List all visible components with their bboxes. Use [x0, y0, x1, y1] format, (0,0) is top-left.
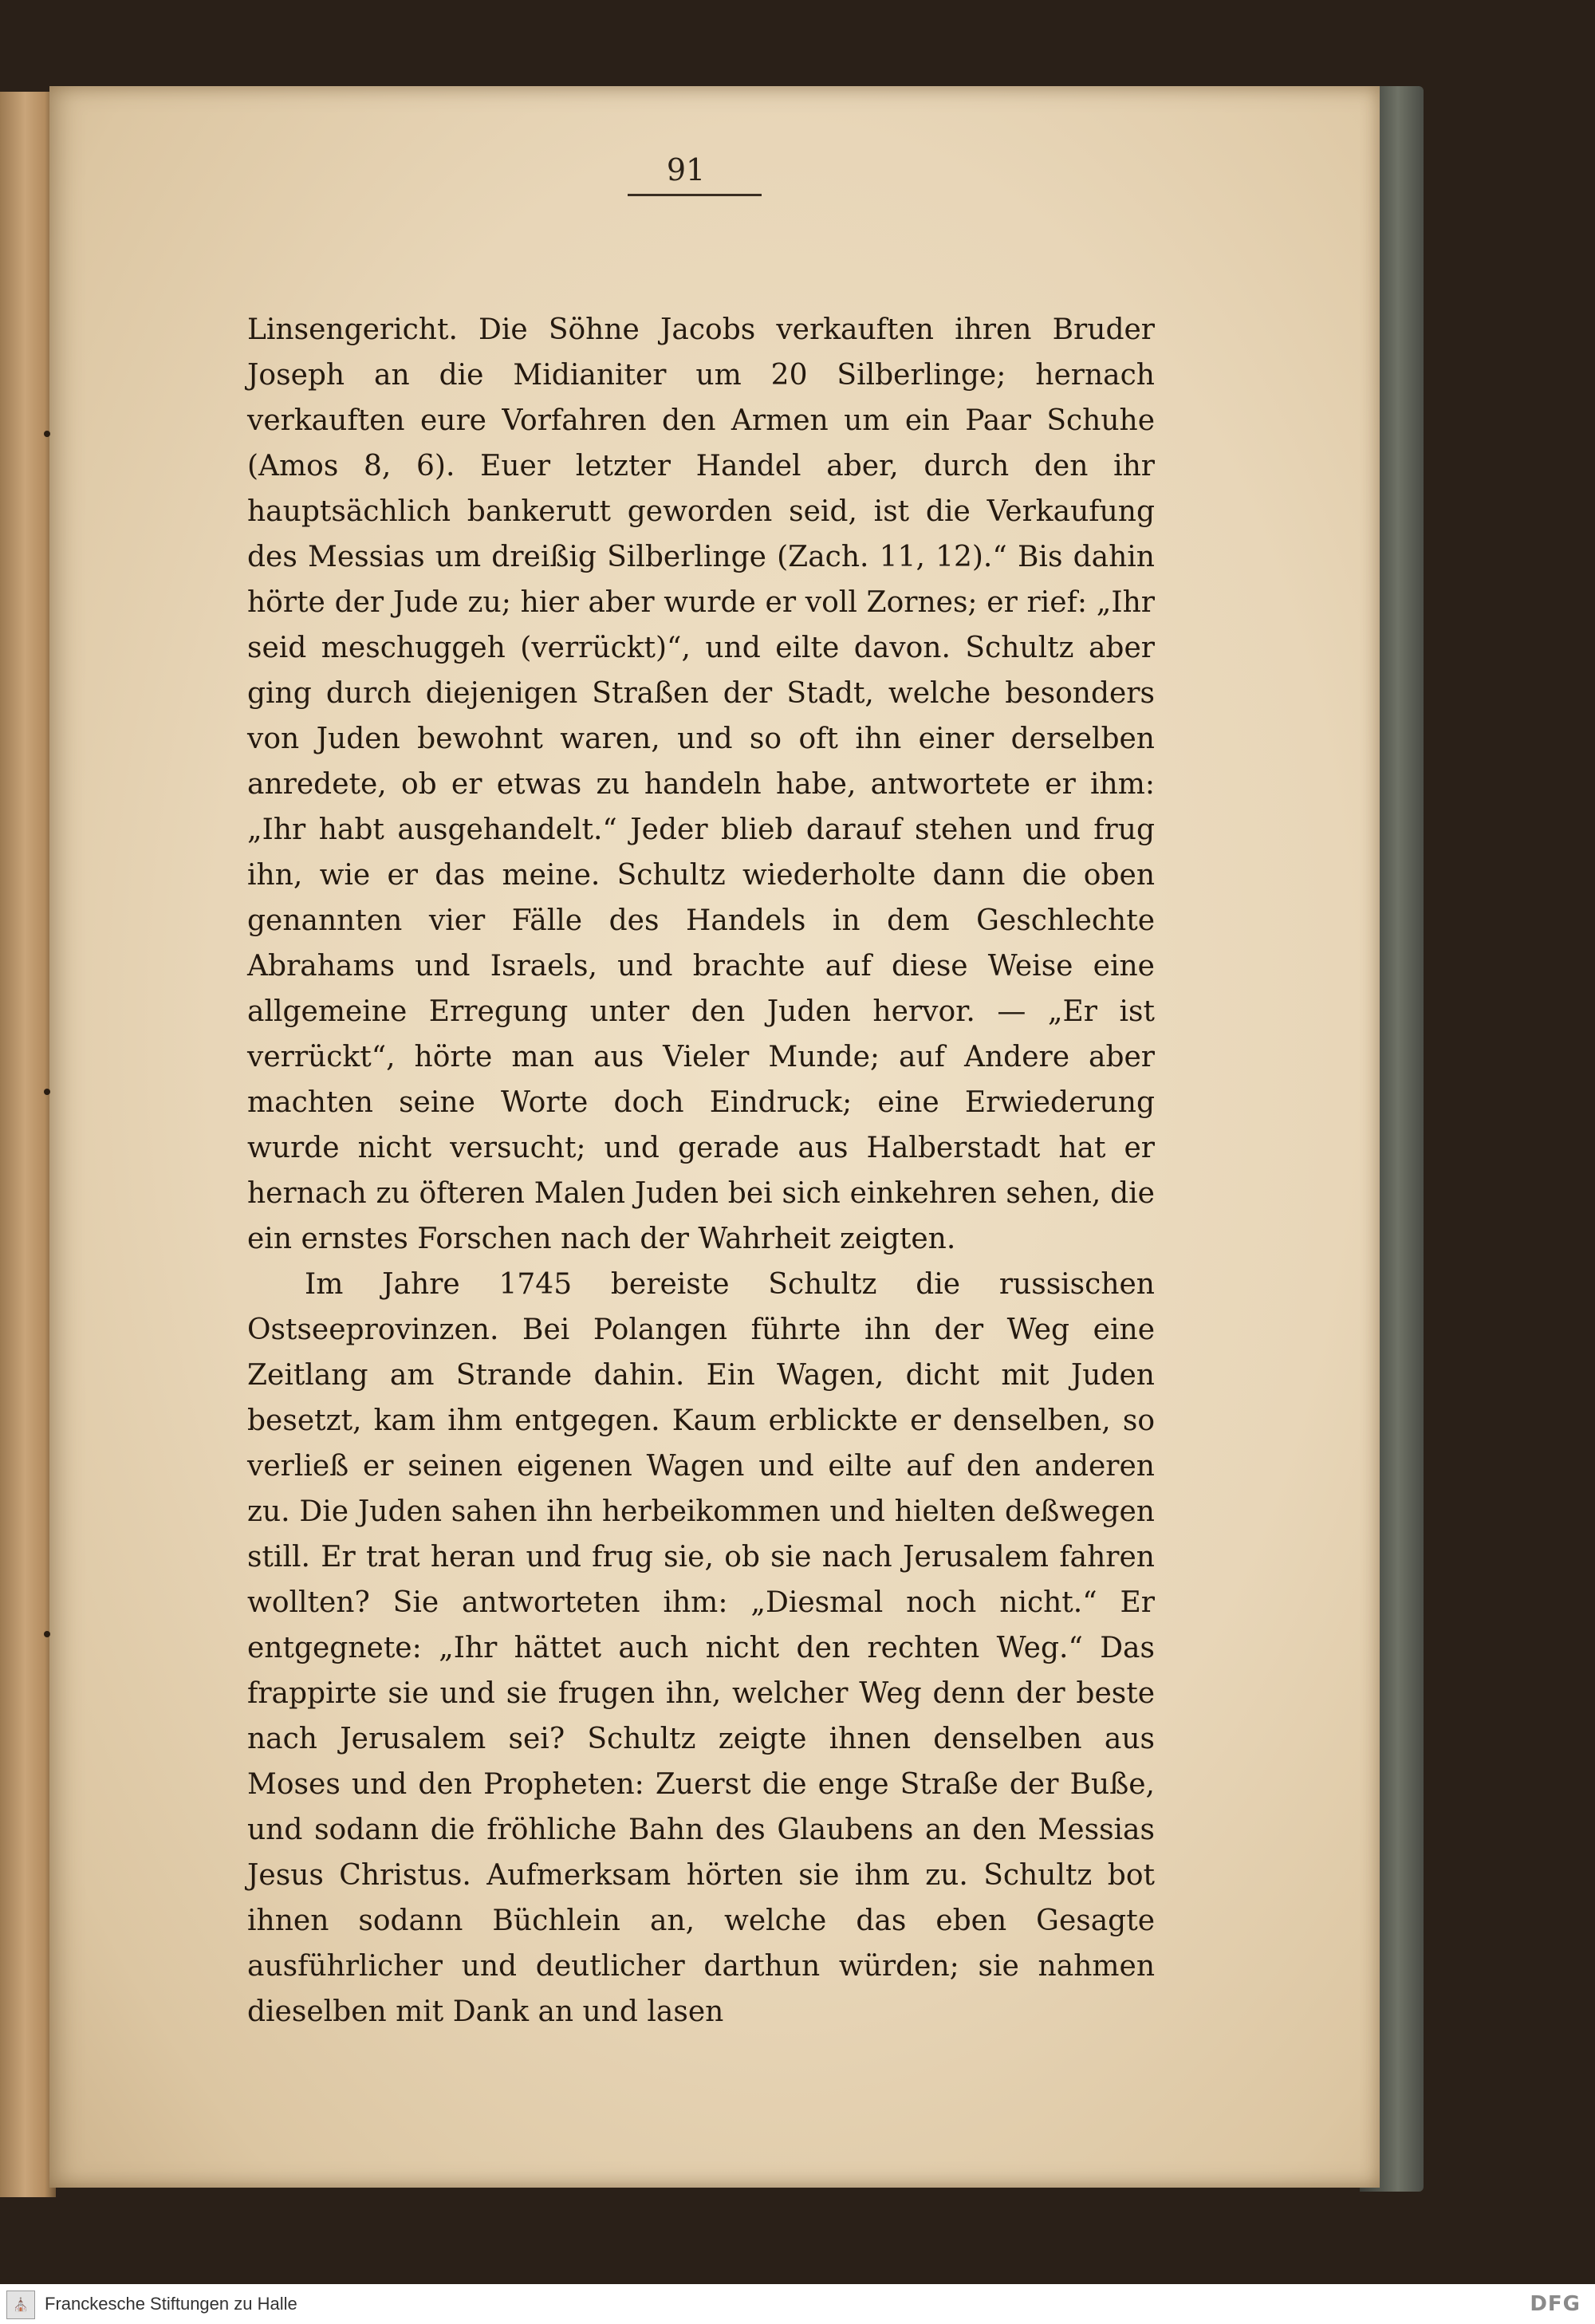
margin-mark	[44, 1631, 50, 1637]
header-rule	[628, 194, 762, 196]
institution-logo-icon: ⛪	[6, 2291, 35, 2319]
paragraph: Linsengericht. Die Söhne Jacobs verkauften ihren Bruder Joseph an die Midianiter um 20 Silberlinge; hernach verkauften eure Vorfahren den Armen um ein Paar Schuhe (Amos 8, 6). Euer letzter Handel aber, durch den ihr hauptsächlich bankerutt geworden seid, ist die Verkaufung des Messias um dreißig Silberlinge (Zach. 11, 12).“ Bis dahin hörte der Jude zu; hier aber wurde er voll Zornes; er rief: „Ihr seid meschuggeh (verrückt)“, und eilte davon. Schultz aber ging durch diejenigen Straßen der Stadt, welche besonders von Juden bewohnt waren, und so oft ihn einer derselben anredete, ob er etwas zu handeln habe, antwortete er ihm: „Ihr habt ausgehandelt.“ Jeder blieb darauf stehen und frug ihn, wie er das meine. Schultz wiederholte dann die oben genannten vier Fälle des Handels in dem Geschlechte Abrahams und Israels, und brachte auf diese Weise eine allgemeine Erregung unter den Juden hervor. — „Er ist verrückt“, hörte man aus Vieler Munde; auf Andere aber machten seine Worte doch Eindruck; eine Erwiederung wurde nicht versucht; und gerade aus Halberstadt hat er hernach zu öfteren Malen Juden bei sich einkehren sehen, die ein ernstes Forschen nach der Wahrheit zeigten.	[247, 313, 1155, 1255]
margin-mark	[44, 431, 50, 437]
dfg-logo: DFG	[1530, 2292, 1581, 2316]
viewer-footer	[0, 2284, 1595, 2324]
facing-page-edge	[0, 92, 56, 2197]
institution-label: Franckesche Stiftungen zu Halle	[45, 2294, 297, 2314]
body-text	[247, 307, 1155, 2034]
margin-mark	[44, 1089, 50, 1095]
paragraph: Im Jahre 1745 bereiste Schultz die russischen Ostseeprovinzen. Bei Polangen führte ihn der Weg eine Zeitlang am Strande dahin. Ein Wagen, dicht mit Juden besetzt, kam ihm entgegen. Kaum erblickte er denselben, so verließ er seinen eigenen Wagen und eilte auf den anderen zu. Die Juden sahen ihn herbeikommen und hielten deßwegen still. Er trat heran und frug sie, ob sie nach Jerusalem fahren wollten? Sie antworteten ihm: „Diesmal noch nicht.“ Er entgegnete: „Ihr hättet auch nicht den rechten Weg.“ Das frappirte sie und sie frugen ihn, welcher Weg denn der beste nach Jerusalem sei? Schultz zeigte ihnen denselben aus Moses und den Propheten: Zuerst die enge Straße der Buße, und sodann die fröhliche Bahn des Glaubens an den Messias Jesus Christus. Aufmerksam hörten sie ihm zu. Schultz bot ihnen sodann Büchlein an, welche das eben Gesagte ausführlicher und deutlicher darthun würden; sie nahmen dieselben mit Dank an und lasen	[247, 1268, 1155, 2028]
page-number: 91	[666, 152, 706, 187]
